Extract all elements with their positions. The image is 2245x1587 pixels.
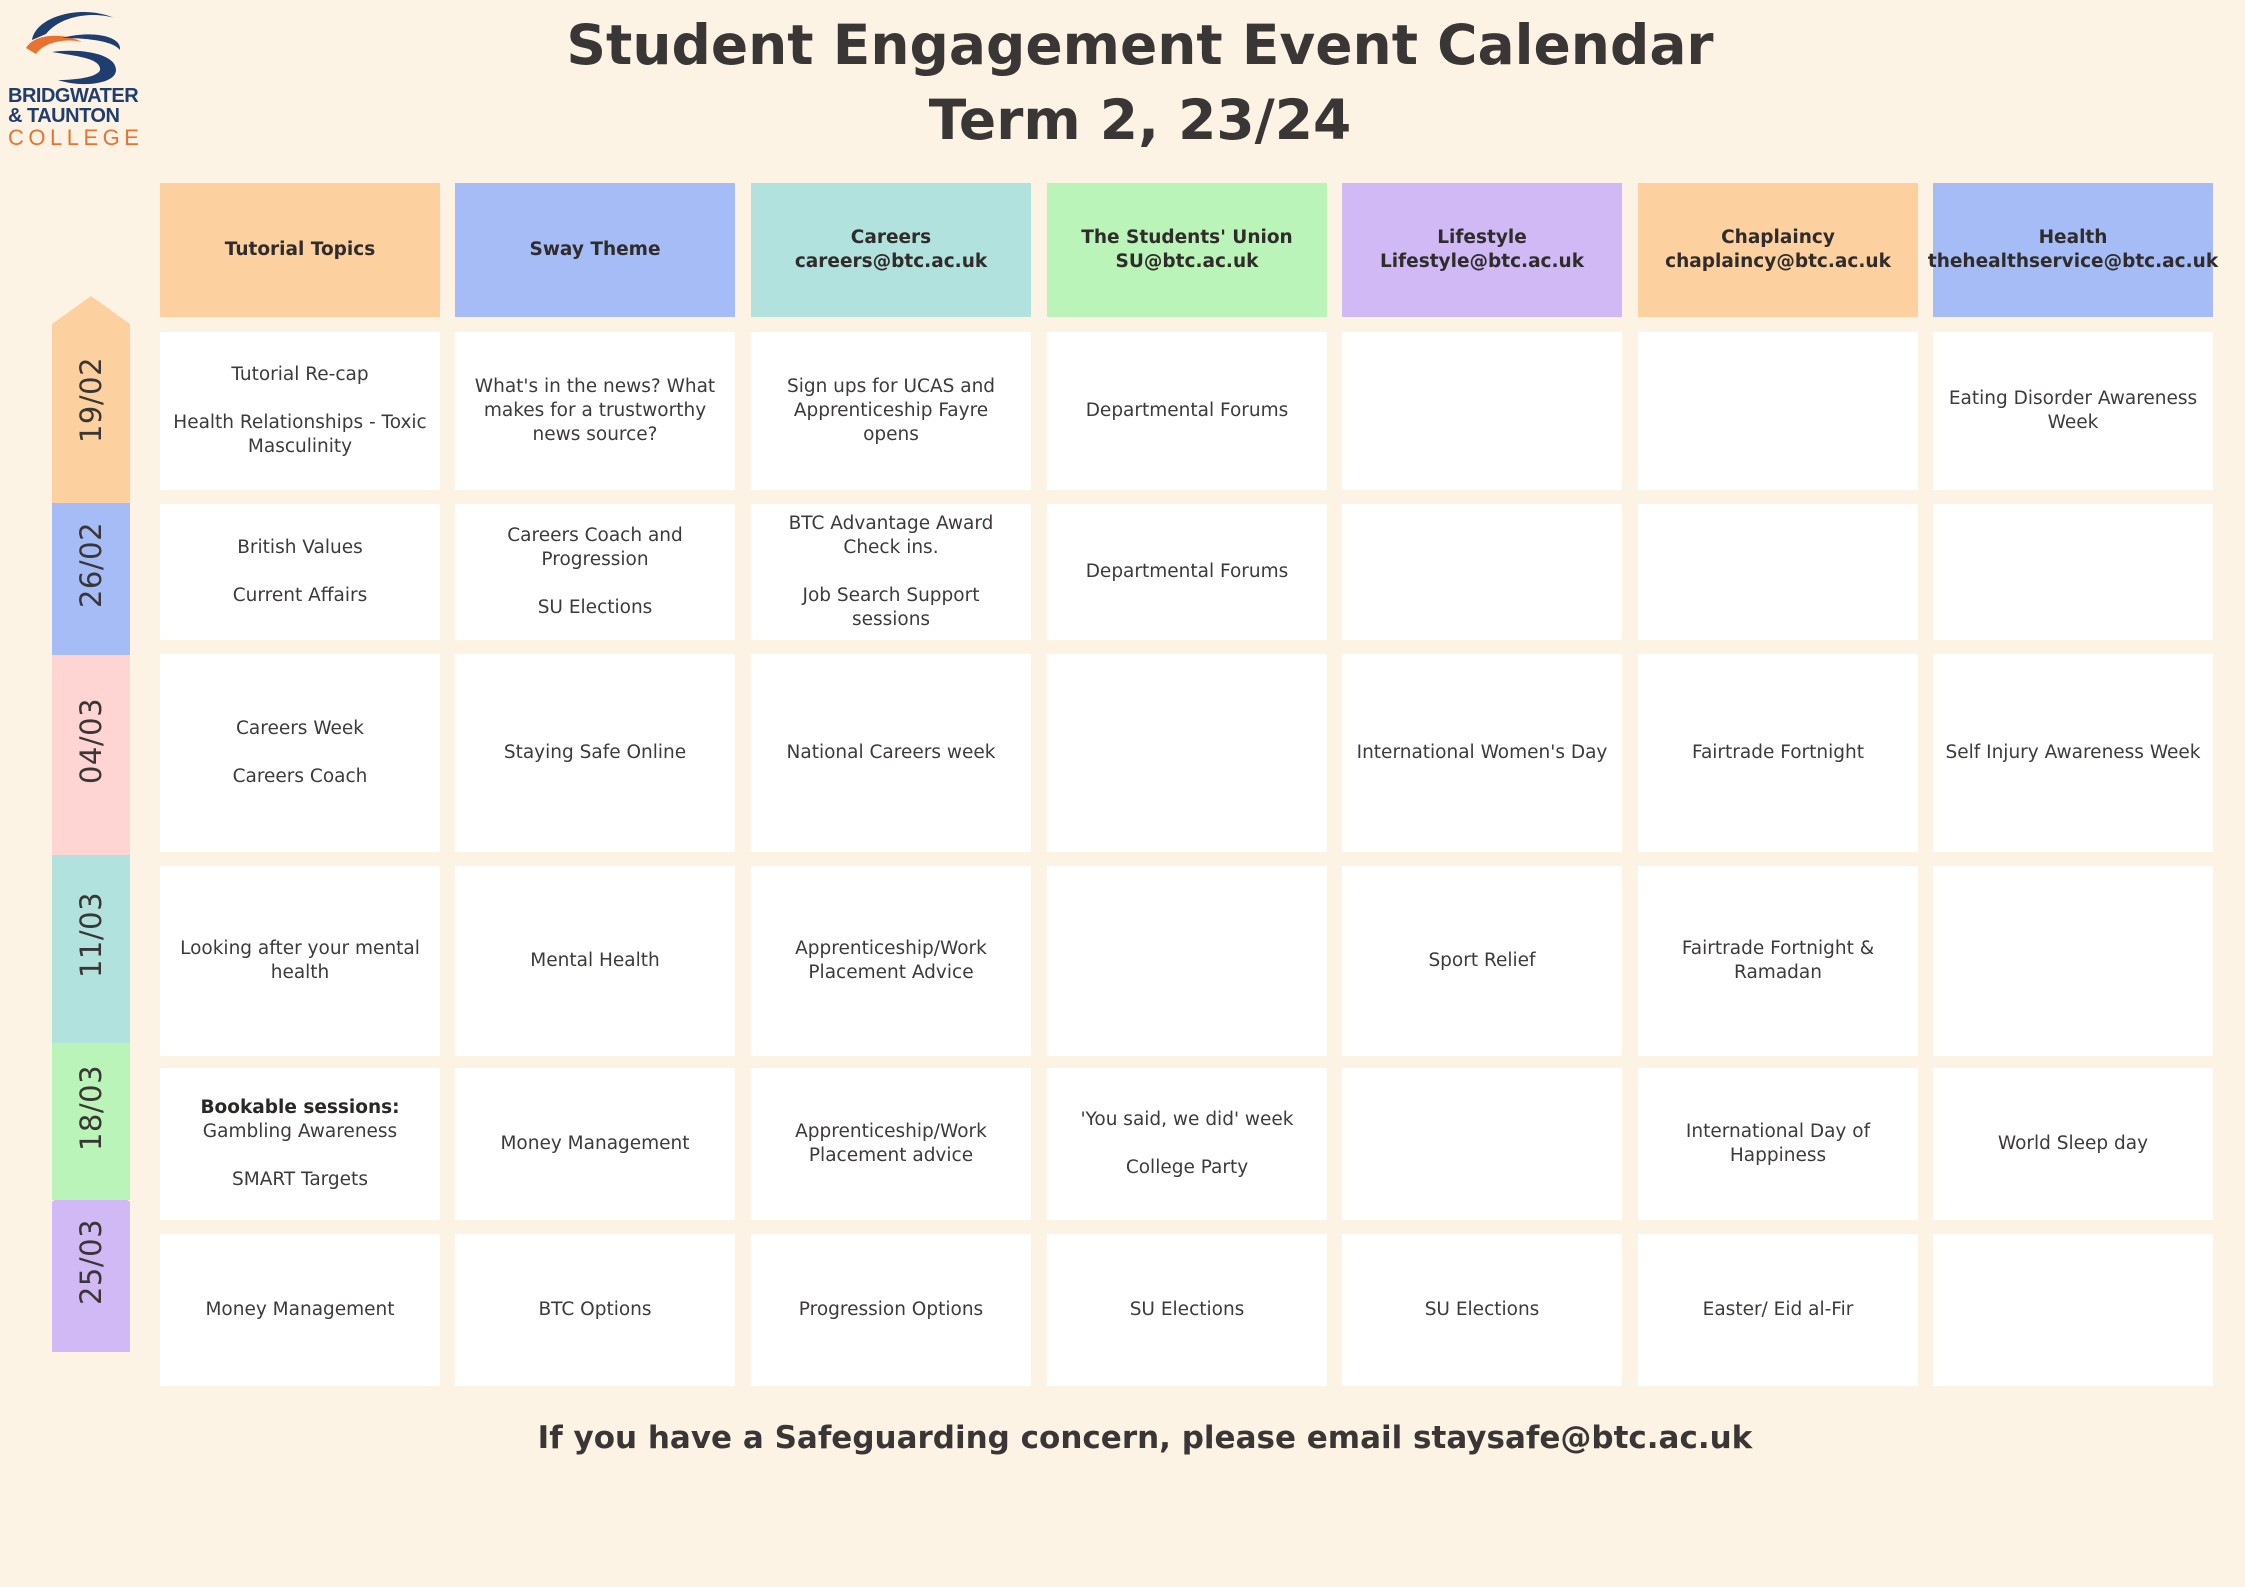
cell-text: National Careers week [786,742,996,763]
cell-26-02-sway [455,504,735,640]
week-date-label: 18/03 [74,1064,109,1151]
cell-text: International Women's Day [1356,742,1608,763]
cell-26-02-health [1933,504,2213,640]
cell-25-03-tutorial [160,1234,440,1386]
column-email: thehealthservice@btc.ac.uk [1927,251,2219,272]
cell-text: SMART Targets [232,1169,368,1190]
date-ribbon-week-3 [52,627,130,855]
column-title: Chaplaincy [1721,227,1835,248]
cell-text: BTC Advantage Award Check ins. [788,513,994,558]
cell-text: Careers Coach and Progression [507,525,683,570]
logo-line-1: BRIDGWATER [8,85,139,107]
column-title: Sway Theme [529,239,661,260]
cell-18-03-health [1933,1068,2213,1220]
column-title: Lifestyle [1437,227,1527,248]
cell-04-03-su [1047,654,1327,852]
week-date-label: 25/03 [74,1218,109,1306]
cell-text: SU Elections [537,597,653,618]
cell-text: Health Relationships - Toxic Masculinity [173,412,427,457]
column-header-health [1927,183,2219,317]
week-date-label: 04/03 [74,697,109,785]
cell-text: Staying Safe Online [503,742,687,763]
column-header-chaplaincy [1638,183,1918,317]
cell-text: Apprenticeship/Work Placement advice [795,1121,987,1166]
date-ribbon-week-4 [52,827,130,1043]
cell-text: What's in the news? What makes for a trustworthy news source? [474,376,716,445]
page-title [0,8,2245,158]
column-email: SU@btc.ac.uk [1115,251,1259,272]
cell-text: Money Management [500,1133,690,1154]
cell-04-03-health [1933,654,2213,852]
cell-text: Sign ups for UCAS and Apprenticeship Fayre opens [786,376,996,445]
cell-text: International Day of Happiness [1685,1121,1871,1166]
column-title: Careers [850,227,932,248]
title-line-1: Student Engagement Event Calendar [566,13,1714,77]
cell-text: Tutorial Re-cap [231,364,369,385]
cell-text: Sport Relief [1428,950,1536,971]
cell-19-02-health [1933,332,2213,490]
cell-25-03-sway [455,1234,735,1386]
cell-text: Fairtrade Fortnight & Ramadan [1681,938,1875,983]
week-date-label: 19/02 [74,356,109,443]
cell-text: Easter/ Eid al-Fir [1702,1299,1854,1320]
cell-25-03-chaplaincy [1638,1234,1918,1386]
column-title: Health [2038,227,2108,248]
cell-18-03-su [1047,1068,1327,1220]
cell-18-03-tutorial [160,1068,440,1220]
cell-11-03-health [1933,866,2213,1056]
cell-text: Progression Options [798,1299,984,1320]
cell-26-02-chaplaincy [1638,504,1918,640]
cell-19-02-chaplaincy [1638,332,1918,490]
cell-text: SU Elections [1129,1299,1245,1320]
cell-04-03-sway [455,654,735,852]
cell-text: Current Affairs [232,585,368,606]
cell-26-02-tutorial [160,504,440,640]
cell-text: BTC Options [538,1299,652,1320]
cell-18-03-careers [751,1068,1031,1220]
cell-text: Departmental Forums [1085,561,1289,582]
cell-25-03-lifestyle [1342,1234,1622,1386]
cell-04-03-careers [751,654,1031,852]
column-header-lifestyle [1342,183,1622,317]
column-header-careers [751,183,1031,317]
cell-11-03-chaplaincy [1638,866,1918,1056]
cell-text: Apprenticeship/Work Placement Advice [795,938,987,983]
week-date-label: 26/02 [74,521,109,609]
cell-text: World Sleep day [1997,1133,2149,1154]
cell-text: Looking after your mental health [180,938,420,983]
cell-text: British Values [237,537,363,558]
cell-11-03-lifestyle [1342,866,1622,1056]
cell-19-02-tutorial [160,332,440,490]
cell-text: SU Elections [1424,1299,1540,1320]
cell-text: Careers Coach [232,766,368,787]
cell-19-02-careers [751,332,1031,490]
cell-11-03-su [1047,866,1327,1056]
cell-text: Job Search Support sessions [802,585,980,630]
cell-text: Money Management [205,1299,395,1320]
column-title: Tutorial Topics [224,239,376,260]
date-ribbon-week-1 [52,296,130,503]
column-header-students-union [1047,183,1327,317]
cell-26-02-su [1047,504,1327,640]
cell-18-03-chaplaincy [1638,1068,1918,1220]
week-date-label: 11/03 [74,891,109,979]
title-line-2: Term 2, 23/24 [928,88,1352,152]
safeguarding-footer: If you have a Safeguarding concern, please email staysafe@btc.ac.uk [537,1420,1753,1456]
cell-18-03-sway [455,1068,735,1220]
cell-26-02-lifestyle [1342,504,1622,640]
cell-text: Departmental Forums [1085,400,1289,421]
cell-25-03-careers [751,1234,1031,1386]
cell-text: Careers Week [235,718,365,739]
cell-25-03-su [1047,1234,1327,1386]
column-header-tutorial [160,183,440,317]
column-email: Lifestyle@btc.ac.uk [1379,251,1585,272]
cell-18-03-lifestyle [1342,1068,1622,1220]
cell-11-03-careers [751,866,1031,1056]
cell-19-02-su [1047,332,1327,490]
cell-26-02-careers [751,504,1031,640]
cell-text: College Party [1125,1157,1249,1178]
cell-11-03-tutorial [160,866,440,1056]
cell-04-03-lifestyle [1342,654,1622,852]
cell-25-03-health [1933,1234,2213,1386]
column-email: chaplaincy@btc.ac.uk [1665,251,1891,272]
column-title: The Students' Union [1081,227,1293,248]
cell-text: Eating Disorder Awareness Week [1948,388,2198,433]
cell-bold-text: Bookable sessions: [200,1097,400,1118]
cell-04-03-chaplaincy [1638,654,1918,852]
cell-text: Gambling Awareness [202,1121,398,1142]
logo-line-3: COLLEGE [8,125,144,150]
column-header-sway [455,183,735,317]
cell-19-02-lifestyle [1342,332,1622,490]
cell-text: 'You said, we did' week [1080,1109,1294,1130]
cell-11-03-sway [455,866,735,1056]
column-email: careers@btc.ac.uk [794,251,988,272]
cell-04-03-tutorial [160,654,440,852]
cell-text: Self Injury Awareness Week [1945,742,2201,763]
cell-text: Fairtrade Fortnight [1692,742,1864,763]
logo-line-2: & TAUNTON [8,105,120,127]
cell-text: Mental Health [530,950,660,971]
cell-19-02-sway [455,332,735,490]
